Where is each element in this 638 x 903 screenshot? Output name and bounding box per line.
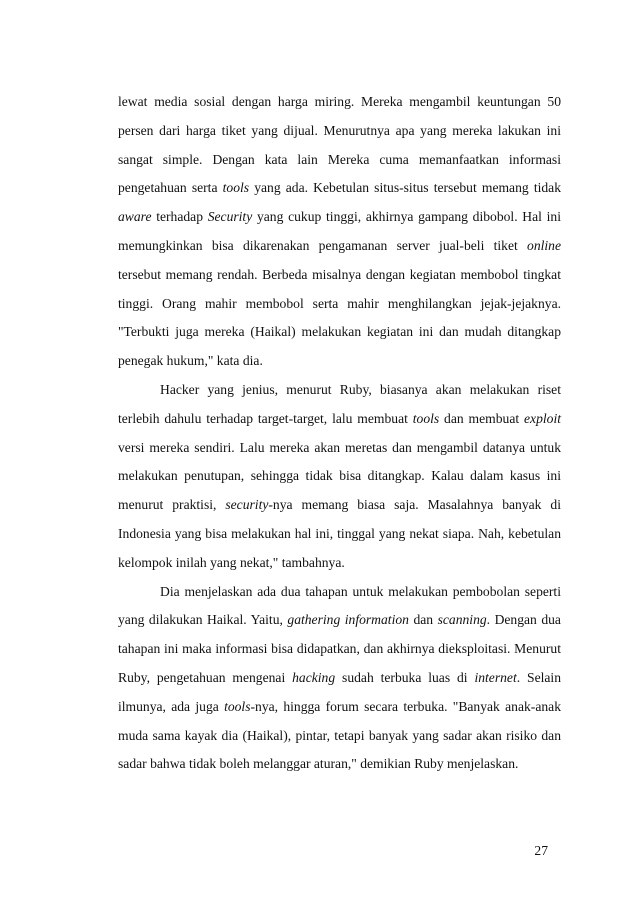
italic-term: gathering information: [287, 612, 409, 628]
text-run: dan membuat: [439, 410, 524, 426]
italic-term: scanning: [437, 612, 487, 628]
italic-term: online: [527, 237, 561, 253]
italic-term: tools: [412, 410, 440, 426]
italic-term: tools: [224, 698, 251, 714]
text-run: . Dengan dua tahapan ini maka informasi bisa didapatkan, dan akhirnya dieksploitasi. Menurut Ruby, pengetahuan mengenai: [118, 612, 561, 685]
italic-term: aware: [118, 209, 152, 225]
text-run: terhadap: [151, 209, 208, 225]
paragraph: [118, 578, 561, 780]
text-run: -nya, hingga forum secara terbuka. "Banyak anak-anak muda sama kayak dia (Haikal), pintar, tetapi banyak yang sadar akan risiko dan sadar bahwa tidak boleh melanggar aturan," demikian Ruby menjelaskan.: [118, 698, 561, 772]
italic-term: exploit: [524, 410, 561, 426]
italic-term: security: [225, 497, 269, 513]
body-text: [118, 88, 561, 779]
text-run: -nya memang biasa saja. Masalahnya banyak di Indonesia yang bisa melakukan hal ini, tinggal yang nekat siapa. Nah, kebetulan kelompok inilah yang nekat," tambahnya.: [118, 497, 561, 570]
text-run: yang cukup tinggi, akhirnya gampang dibobol. Hal ini memungkinkan bisa dikarenakan pengamanan server jual-beli tiket: [118, 209, 561, 253]
text-run: dan: [408, 612, 438, 628]
italic-term: tools: [222, 180, 250, 196]
text-run: versi mereka sendiri. Lalu mereka akan meretas dan mengambil datanya untuk melakukan penutupan, sehingga tidak bisa ditangkap. Kalau dalam kasus ini menurut praktisi,: [118, 439, 561, 513]
text-run: tersebut memang rendah. Berbeda misalnya dengan kegiatan membobol tingkat tinggi. Orang mahir membobol serta mahir menghilangkan jejak-jejaknya. "Terbukti juga mereka (Haikal) melakukan kegiatan ini dan mudah ditangkap penegak hukum," kata dia.: [118, 266, 561, 369]
paragraph: [118, 376, 561, 578]
italic-term: Security: [207, 209, 253, 225]
paragraph: [118, 88, 561, 376]
italic-term: hacking: [292, 669, 336, 685]
text-run: sudah terbuka luas di: [335, 669, 475, 685]
text-run: . Selain ilmunya, ada juga: [118, 669, 561, 714]
text-run: yang ada. Kebetulan situs-situs tersebut memang tidak: [249, 180, 562, 196]
text-run: Dia menjelaskan ada dua tahapan untuk melakukan pembobolan seperti yang dilakukan Haikal. Yaitu,: [118, 583, 561, 628]
page-number: 27: [534, 843, 548, 858]
text-run: Hacker yang jenius, menurut Ruby, biasanya akan melakukan riset terlebih dahulu terhadap target-target, lalu membuat: [118, 381, 561, 426]
italic-term: internet: [474, 669, 517, 685]
text-run: lewat media sosial dengan harga miring. Mereka mengambil keuntungan 50 persen dari harga tiket yang dijual. Menurutnya apa yang mereka lakukan ini sangat simple. Dengan kata lain Mereka cuma memanfaatkan informasi pengetahuan serta: [118, 94, 561, 196]
